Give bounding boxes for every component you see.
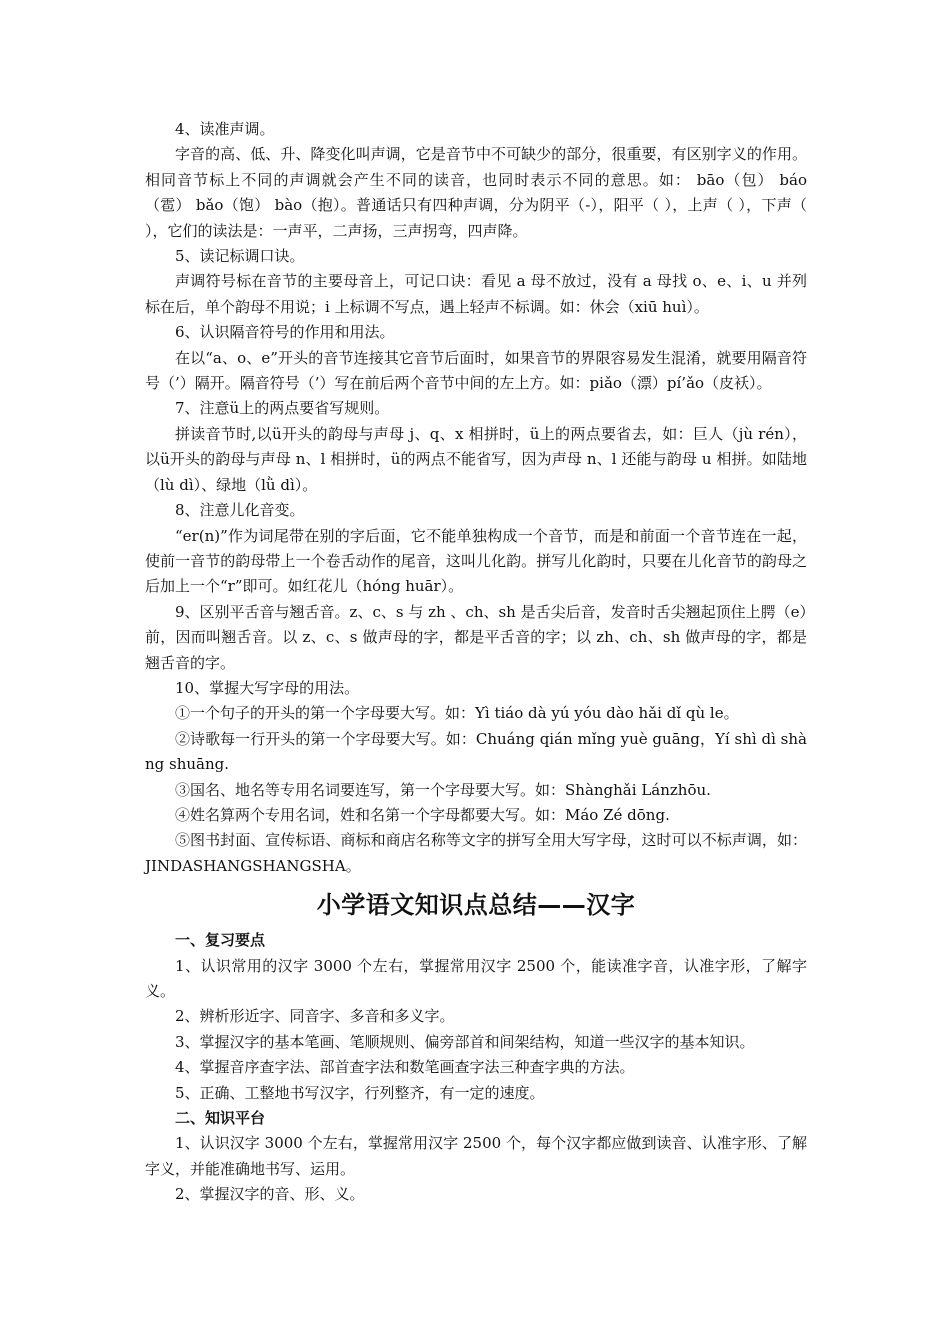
list-item: 1、认识汉字 3000 个左右，掌握常用汉字 2500 个，每个汉字都应做到读音、认准字形、了解字义，并能准确地书写、运用。 [145,1134,807,1178]
paragraph: ①一个句子的开头的第一个字母要大写。如：Yì tiáo dà yú yóu dào hǎi dǐ qù le。 [175,704,739,723]
list-item: 1、认识常用的汉字 3000 个左右，掌握常用汉字 2500 个，能读准字音，认准字形，了解字义。 [145,956,807,1000]
paragraph: ②诗歌每一行开头的第一个字母要大写。如：Chuáng qián mǐng yuè guāng，Yí shì dì shàng shuāng. [145,729,807,774]
paragraph: ③国名、地名等专用名词要连写，第一个字母要大写。如：Shànghǎi Lánzhōu. [175,780,711,799]
list-item: 4、掌握音序查字法、部首查字法和数笔画查字法三种查字典的方法。 [175,1058,635,1077]
paragraph: 拼读音节时,以ü开头的韵母与声母 j、q、x 相拼时，ü上的两点要省去，如：巨人（jù rén），以ü开头的韵母与声母 n、l 相拼时，ü的两点不能省写，因为声母 n、l 还能与韵母 u 相拼。如陆地（lù dì）、绿地（lǜ dì）。 [145,424,807,494]
paragraph: 声调符号标在音节的主要母音上，可记口诀：看见 a 母不放过，没有 a 母找 o、e、i、u 并列标在后，单个韵母不用说；i 上标调不写点，遇上轻声不标调。如：休会（xiū huì）。 [145,272,807,316]
paragraph: 在以“a、o、e”开头的音节连接其它音节后面时，如果音节的界限容易发生混淆，就要用隔音符号（’）隔开。隔音符号（’）写在前后两个音节中间的左上方。如：piǎo（漂）pí’ǎo（皮袄）。 [145,348,807,393]
paragraph: ⑤图书封面、宣传标语、商标和商店名称等文字的拼写全用大写字母，这时可以不标声调，如：JINDASHANGSHANGSHA。 [145,831,807,875]
paragraph: ④姓名算两个专用名词，姓和名第一个字母都要大写。如：Máo Zé dōng. [175,805,670,824]
paragraph: 4、读准声调。 [175,120,275,138]
review-heading: 一、复习要点 [175,931,266,950]
list-item: 3、掌握汉字的基本笔画、笔顺规则、偏旁部首和间架结构，知道一些汉字的基本知识。 [175,1032,755,1051]
paragraph: 6、认识隔音符号的作用和用法。 [175,323,395,342]
paragraph: 7、注意ü上的两点要省写规则。 [175,399,390,418]
list-item: 2、掌握汉字的音、形、义。 [175,1185,365,1204]
paragraph: 10、掌握大写字母的用法。 [175,678,360,697]
platform-heading: 二、知识平台 [175,1109,266,1128]
section-title: 小学语文知识点总结——汉字 [316,891,636,920]
paragraph: 5、读记标调口诀。 [175,247,305,266]
paragraph: 字音的高、低、升、降变化叫声调，它是音节中不可缺少的部分，很重要，有区别字义的作用。相同音节标上不同的声调就会产生不同的读音，也同时表示不同的意思。如： bāo（包） báo（雹） bǎo（饱） bào（抱）。普通话只有四种声调，分为阴平（-），阳平（ ），上声（ ），下声（ ），它们的读法是：一声平，二声扬，三声拐弯，四声降。 [145,145,807,240]
paragraph: 9、区别平舌音与翘舌音。z、c、s 与 zh 、ch、sh 是舌尖后音，发音时舌尖翘起顶住上腭（e）前，因而叫翘舌音。以 z、c、s 做声母的字，都是平舌音的字；以 zh、ch、sh 做声母的字，都是翘舌音的字。 [145,602,807,672]
document-body [145,117,807,1208]
paragraph: “er(n)”作为词尾带在别的字后面，它不能单独构成一个音节，而是和前面一个音节连在一起，使前一音节的韵母带上一个卷舌动作的尾音，这叫儿化韵。拼写儿化韵时，只要在儿化音节的韵母之后加上一个“r”即可。如红花儿（hóng huār）。 [145,526,807,596]
paragraph: 8、注意儿化音变。 [175,501,305,520]
list-item: 5、正确、工整地书写汉字，行列整齐，有一定的速度。 [175,1083,545,1102]
list-item: 2、辨析形近字、同音字、多音和多义字。 [175,1007,455,1026]
